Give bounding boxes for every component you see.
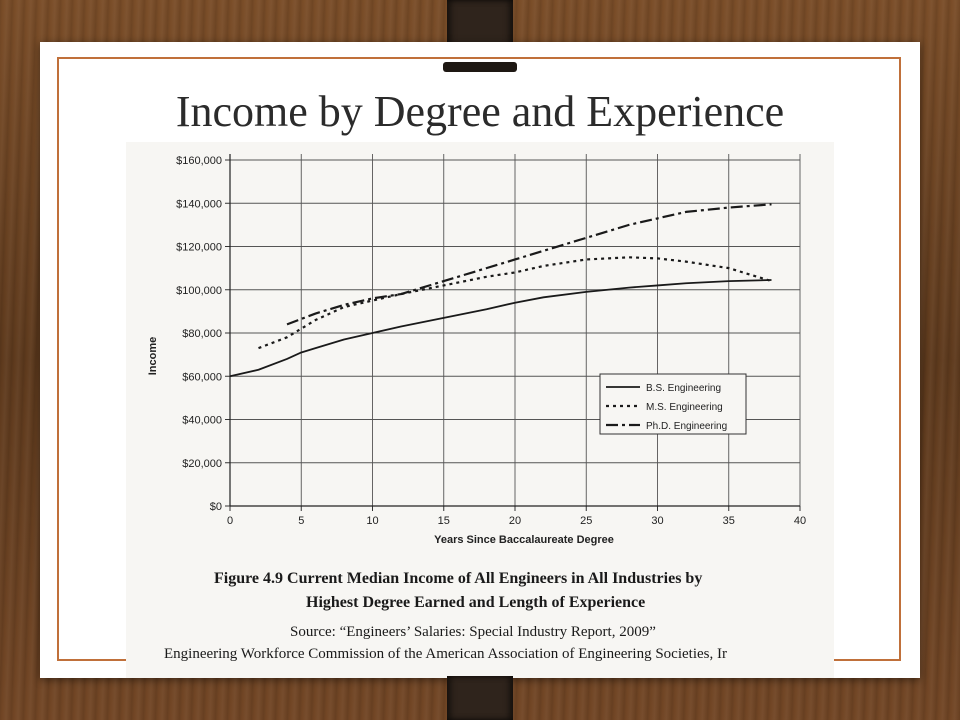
x-tick-label: 20 <box>508 515 522 527</box>
x-tick-label: 30 <box>651 515 664 527</box>
legend-label: M.S. Engineering <box>646 402 723 413</box>
y-tick-label: $20,000 <box>182 457 222 470</box>
series-lines <box>230 204 772 376</box>
x-tick-label: 5 <box>298 515 305 527</box>
scanned-figure <box>126 142 834 678</box>
y-axis-label: Income <box>147 336 159 376</box>
caption-line-1: Figure 4.9 Current Median Income of All Engineers in All Industries by <box>214 570 703 587</box>
axes <box>225 154 800 511</box>
legend-label: B.S. Engineering <box>646 383 722 394</box>
x-tick-label: 10 <box>366 515 379 527</box>
y-tick-label: $100,000 <box>176 284 222 297</box>
y-tick-label: $120,000 <box>176 241 222 254</box>
source-line-1: Source: “Engineers’ Salaries: Special Industry Report, 2009” <box>290 624 656 640</box>
y-tick-label: $80,000 <box>182 328 222 340</box>
y-tick-label: $40,000 <box>182 414 222 427</box>
slide-title: Income by Degree and Experience <box>175 87 785 136</box>
x-tick-label: 40 <box>793 515 807 527</box>
y-tick-label: $0 <box>209 501 222 513</box>
y-tick-labels <box>176 155 222 513</box>
x-axis-label: Years Since Baccalaureate Degree <box>434 534 614 546</box>
x-tick-label: 15 <box>437 515 450 527</box>
binder-strap-bottom <box>447 676 513 720</box>
income-line-chart <box>126 142 834 562</box>
x-tick-label: 35 <box>722 515 735 527</box>
y-tick-label: $60,000 <box>182 371 222 384</box>
caption-line-2: Highest Degree Earned and Length of Experience <box>306 594 646 611</box>
source-line-2: Engineering Workforce Commission of the American Association of Engineering Societies, Ir <box>164 646 727 662</box>
legend-label: Ph.D. Engineering <box>646 421 728 432</box>
grid-lines <box>230 154 800 506</box>
x-tick-labels <box>227 515 806 527</box>
y-tick-label: $160,000 <box>176 155 222 167</box>
x-tick-label: 0 <box>226 515 234 527</box>
legend <box>600 374 746 434</box>
binder-clip <box>443 62 517 72</box>
series-line-b-s-engineering <box>230 280 772 376</box>
x-tick-label: 25 <box>580 515 593 527</box>
y-tick-label: $140,000 <box>176 198 222 211</box>
